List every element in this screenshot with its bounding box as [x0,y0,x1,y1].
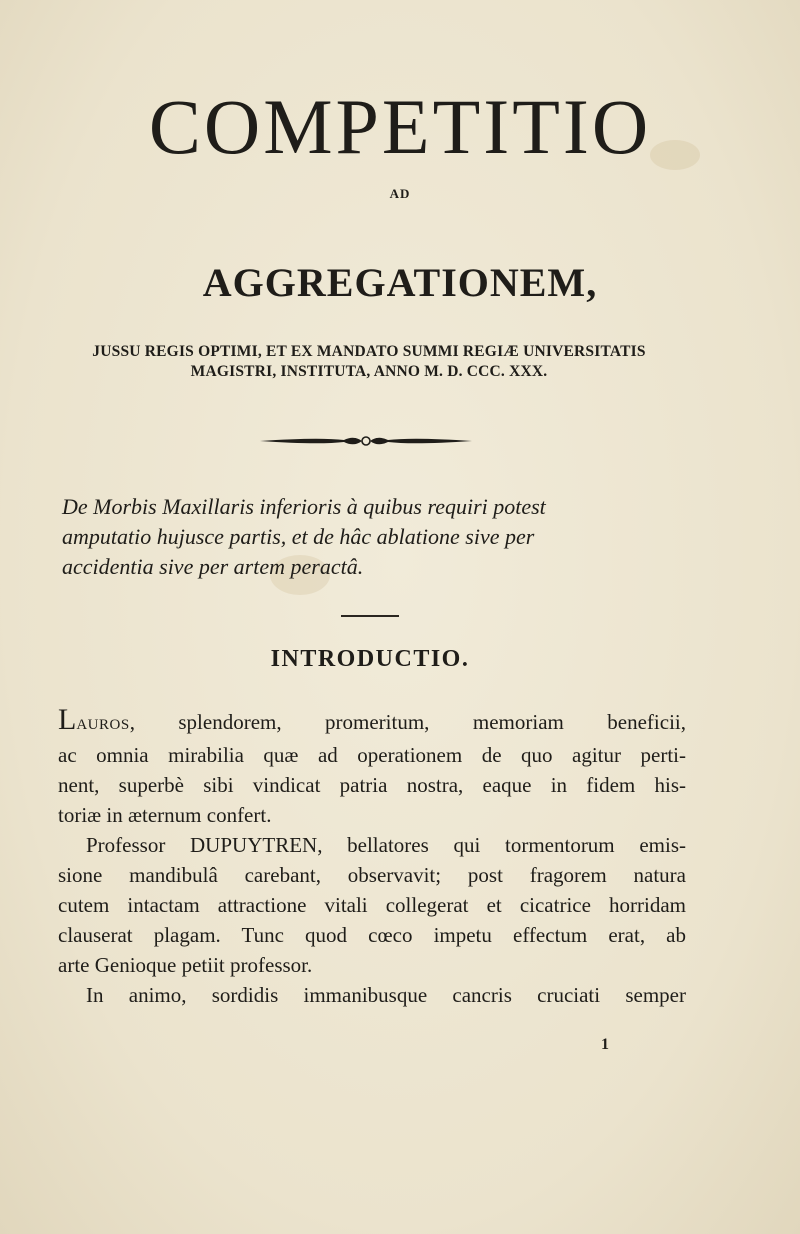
paragraph [58,830,686,980]
paragraph-line: clauserat plagam. Tunc quod cœco impetu effectum erat, ab [58,923,686,947]
authority-line: MAGISTRI, INSTITUTA, ANNO M. D. CCC. XXX. [190,363,548,380]
document-subtitle: AGGREGATIONEM, [202,260,598,305]
document-title: COMPETITIO [148,83,652,170]
paragraph-line: sione mandibulâ carebant, observavit; post fragorem natura [58,863,686,887]
paragraph-line: In animo, sordidis immanibusque cancris cruciati semper [86,983,686,1007]
section-divider [341,615,399,617]
topic-line: amputatio hujusce partis, et de hâc ablatione sive per [62,524,535,549]
paragraph [58,705,686,830]
small-caps-word: AUROS [76,717,130,733]
paragraph-line: nent, superbè sibi vindicat patria nostra, eaque in fidem his- [58,773,686,797]
page-number: 1 [601,1036,609,1053]
body-text [58,705,686,1010]
topic-line: accidentia sive per artem peractâ. [62,554,364,579]
authority-statement [54,342,684,382]
authority-line: JUSSU REGIS OPTIMI, ET EX MANDATO SUMMI REGIÆ UNIVERSITATIS [92,343,646,360]
topic-line: De Morbis Maxillaris inferioris à quibus requiri potest [62,494,546,519]
drop-cap: L [58,703,77,736]
paragraph [58,980,686,1010]
section-heading: INTRODUCTIO. [270,646,470,672]
thesis-topic [62,492,688,582]
ornamental-rule-icon [258,431,474,451]
paragraph-line: arte Genioque petiit professor. [58,953,313,977]
paragraph-line: cutem intactam attractione vitali collegerat et cicatrice horridam [58,893,686,917]
title-connector: AD [389,186,411,201]
paragraph-line: ac omnia mirabilia quæ ad operationem de quo agitur perti- [58,743,686,767]
paragraph-line: Professor DUPUYTREN, bellatores qui tormentorum emis- [86,833,686,857]
paragraph-line: toriæ in æternum confert. [58,803,272,827]
paragraph-line: LAUROS, splendorem, promeritum, memoriam beneficii, [58,703,686,736]
